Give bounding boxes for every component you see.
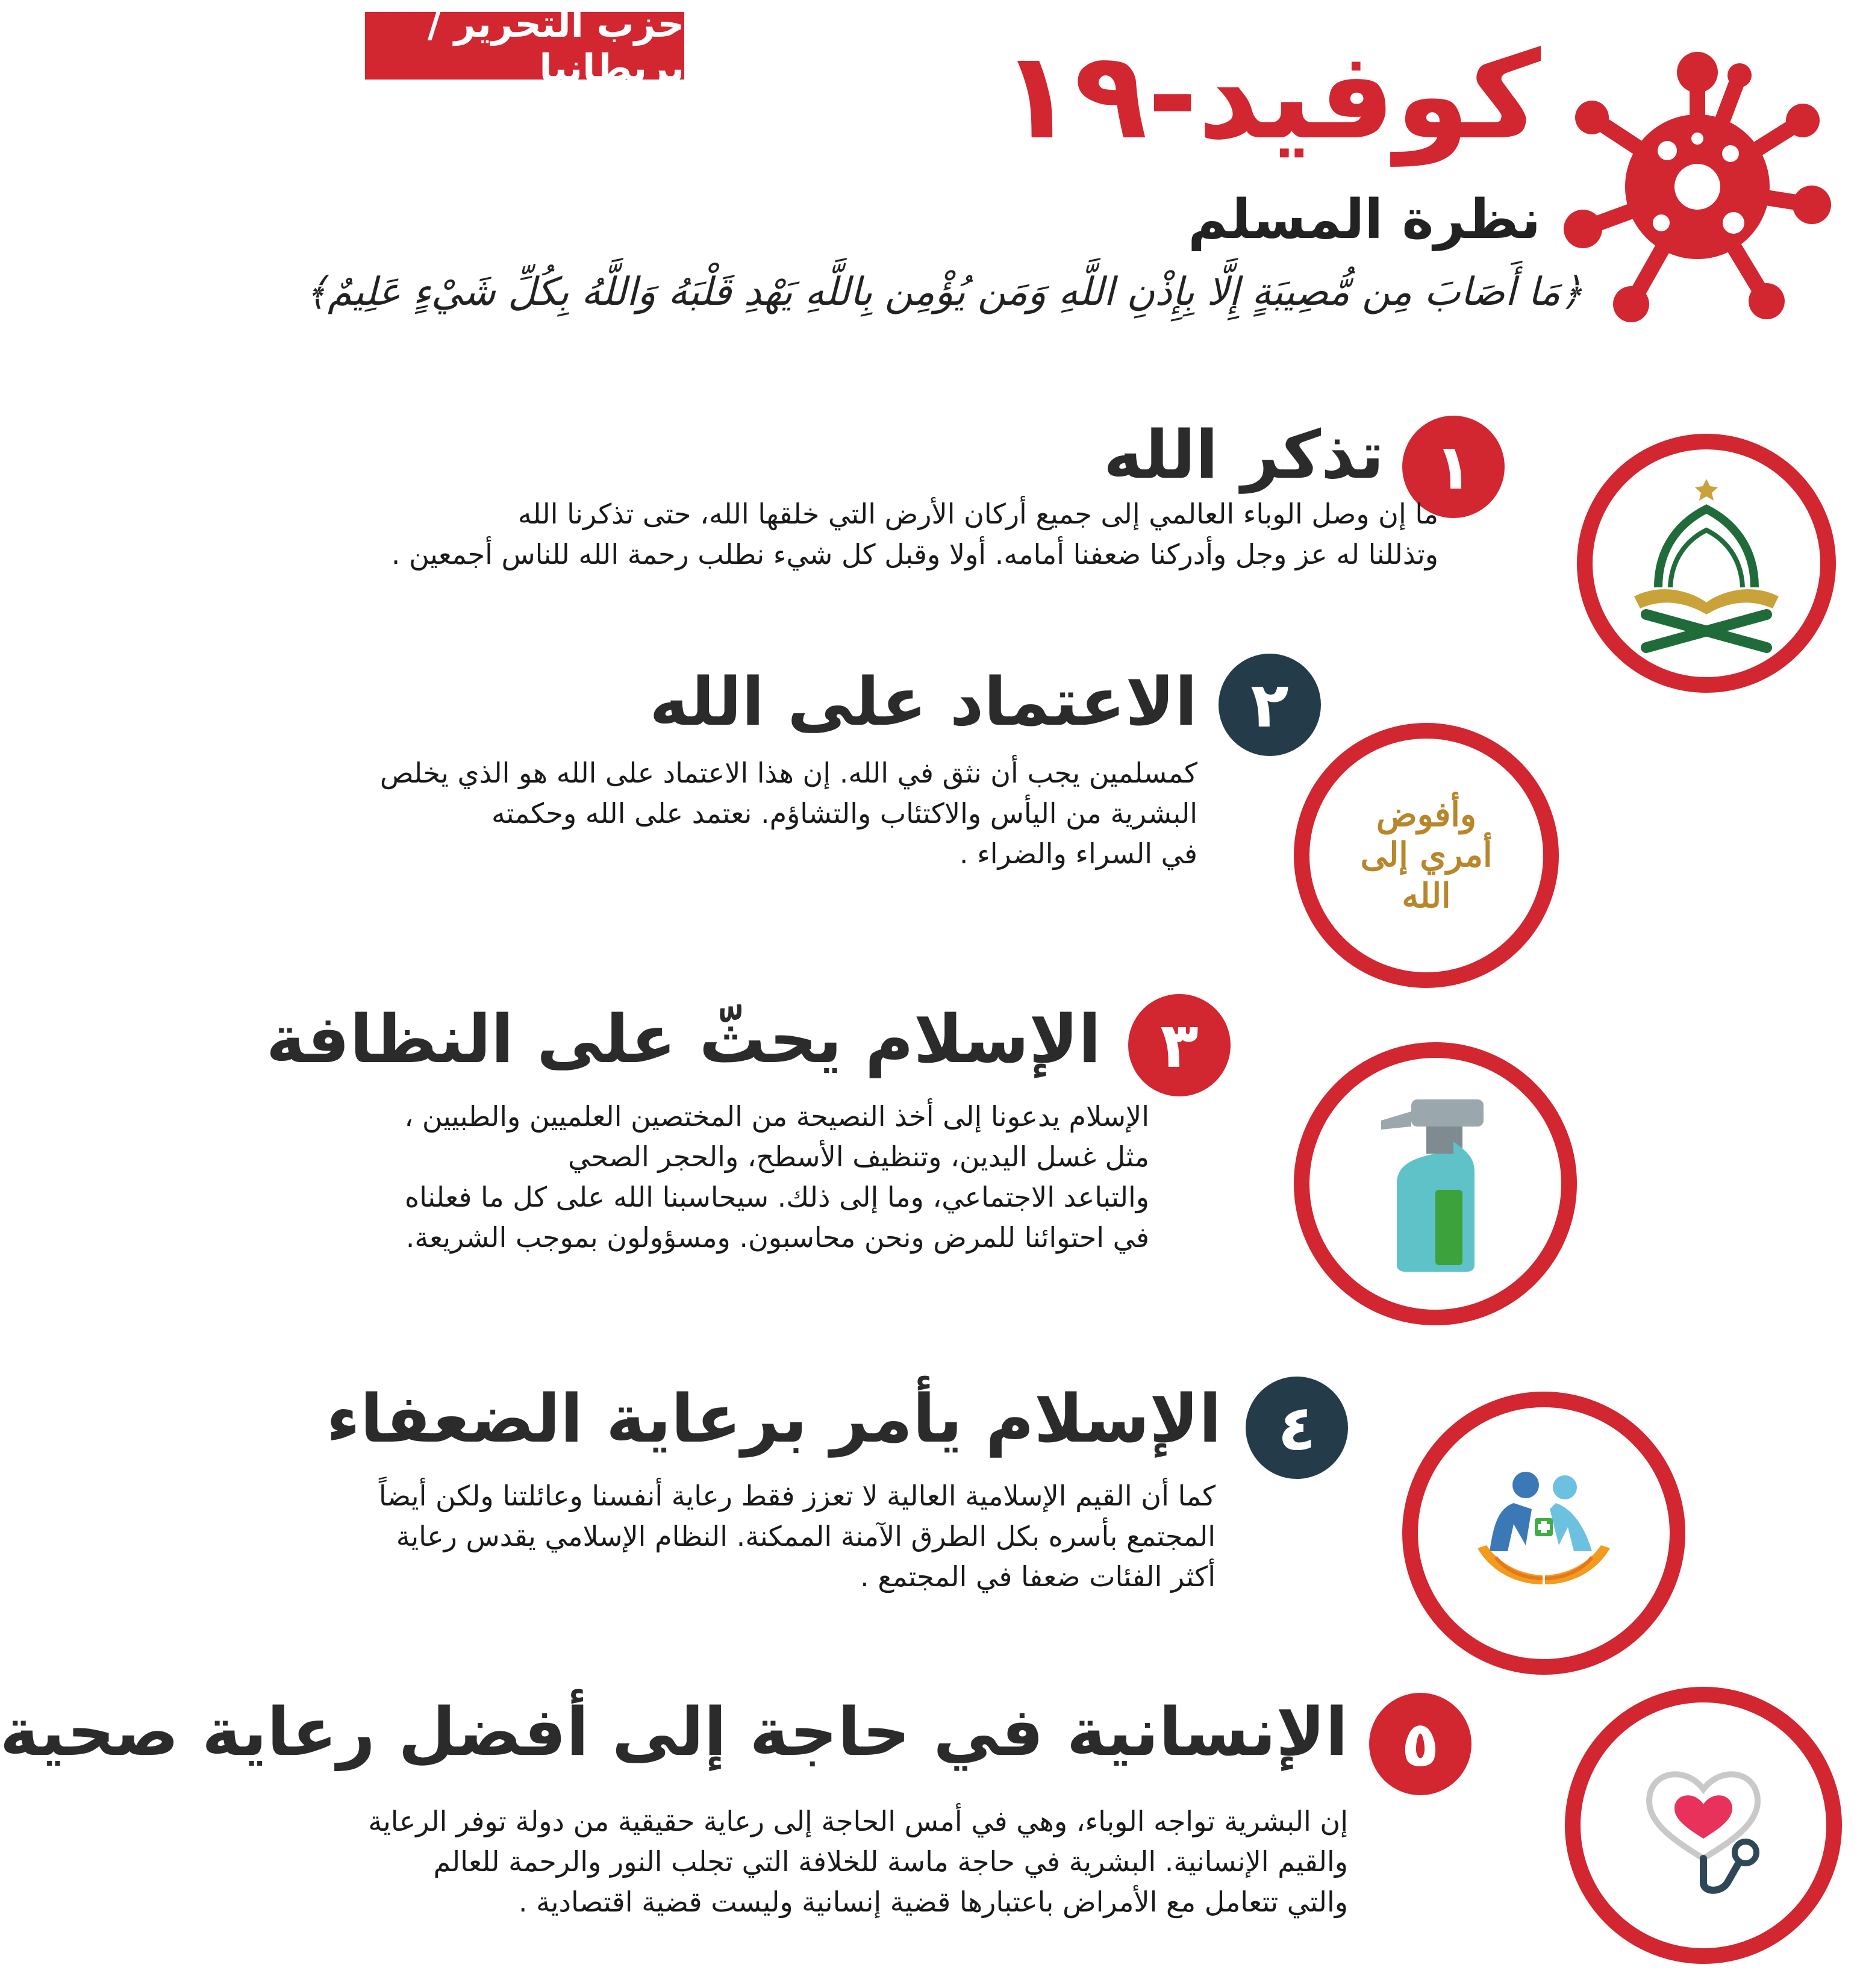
section-2-line: البشرية من اليأس والاكتئاب والتشاؤم. نعتمد على الله وحكمته [491, 797, 1197, 830]
heart-stethoscope-icon [1637, 1753, 1770, 1898]
section-3-number-text: ٣ [1160, 1008, 1199, 1082]
section-4-number-text: ٤ [1278, 1391, 1316, 1464]
section-4-line: كما أن القيم الإسلامية العالية لا تعزز فقط رعاية أنفسنا وعائلتنا ولكن أيضاً [378, 1480, 1216, 1512]
section-2-line: كمسلمين يجب أن نثق في الله. إن هذا الاعتماد على الله هو الذي يخلص [379, 757, 1197, 789]
section-3-number [1128, 994, 1231, 1096]
section-2-number [1219, 654, 1321, 756]
section-1-number-text: ١ [1434, 430, 1473, 504]
section-3-line: مثل غسل اليدين، وتنظيف الأسطح، والحجر الصحي [568, 1140, 1149, 1174]
section-4-title: الإسلام يأمر برعاية الضعفاء [326, 1380, 1222, 1457]
section-1-line: وتذللنا له عز وجل وأدركنا ضعفنا أمامه. أولا وقبل كل شيء نطلب رحمة الله للناس أجمعين . [391, 538, 1438, 571]
calligraphy-text: وأفوض أمري إلى الله [1360, 795, 1493, 916]
section-4-icon-ring [1402, 1392, 1685, 1675]
section-4-line: أكثر الفئات ضعفا في المجتمع . [860, 1560, 1216, 1593]
section-5-icon-ring [1565, 1687, 1842, 1964]
section-2-body [366, 753, 1197, 874]
section-5-number [1369, 1693, 1471, 1795]
mosque-quran-icon [1622, 473, 1791, 654]
section-2-line: في السراء والضراء . [959, 837, 1197, 871]
section-1-title: تذكر الله [1103, 416, 1384, 493]
main-title: كوفيد-١٩ [1000, 26, 1541, 166]
section-4-line: المجتمع بأسره بكل الطرق الآمنة الممكنة. النظام الإسلامي يقدس رعاية [396, 1520, 1216, 1553]
section-5-body [366, 1801, 1348, 1922]
section-3-icon-ring [1294, 1042, 1577, 1325]
quran-verse: ﴿مَا أَصَابَ مِن مُّصِيبَةٍ إِلَّا بِإِذْنِ اللَّهِ وَمَن يُؤْمِن بِاللَّهِ يَهْدِ قَلْبَهُ وَاللَّهُ بِكُلِّ شَيْءٍ عَلِيمٌ﴾ [305, 270, 1583, 314]
section-3-line: والتباعد الاجتماعي، وما إلى ذلك. سيحاسبنا الله على كل ما فعلناه [404, 1181, 1149, 1214]
section-4-number [1246, 1377, 1348, 1479]
section-1-body [354, 494, 1438, 575]
subtitle: نظرة المسلم [1188, 188, 1541, 251]
section-4-body [372, 1476, 1216, 1597]
section-3-line: في احتوائنا للمرض ونحن محاسبون. ومسؤولون بموجب الشريعة. [405, 1221, 1149, 1254]
calligraphy-icon [1336, 795, 1517, 916]
spray-bottle-icon [1369, 1093, 1502, 1274]
section-5-number-text: ٥ [1401, 1707, 1440, 1781]
section-5-title: الإنسانية في حاجة إلى أفضل رعاية صحية [0, 1693, 1348, 1771]
section-2-icon-ring [1294, 723, 1559, 988]
party-label: حزب التحرير / بريطانيا [427, 2, 684, 90]
section-3-line: الإسلام يدعونا إلى أخذ النصيحة من المختصين العلميين والطبيين ، [404, 1100, 1149, 1133]
virus-icon [1559, 48, 1836, 325]
section-2-number-text: ٢ [1250, 668, 1289, 742]
section-5-line: إن البشرية تواجه الوباء، وهي في أمس الحاجة إلى رعاية حقيقية من دولة توفر الرعاية [368, 1805, 1348, 1837]
section-5-line: والقيم الإنسانية. البشرية في حاجة ماسة للخلافة التي تجلب النور والرحمة للعالم [433, 1845, 1348, 1878]
section-3-body [366, 1096, 1149, 1258]
section-2-title: الاعتماد على الله [649, 663, 1197, 740]
section-3-title: الإسلام يحثّ على النظافة [266, 1001, 1101, 1078]
section-1-icon-ring [1577, 434, 1836, 693]
section-1-line: ما إن وصل الوباء العالمي إلى جميع أركان الأرض التي خلقها الله، حتى تذكرنا الله [517, 498, 1438, 530]
party-badge [365, 2, 684, 90]
section-5-line: والتي تتعامل مع الأمراض باعتبارها قضية إنسانية وليست قضية اقتصادية . [518, 1886, 1348, 1919]
care-hands-icon [1471, 1467, 1616, 1599]
